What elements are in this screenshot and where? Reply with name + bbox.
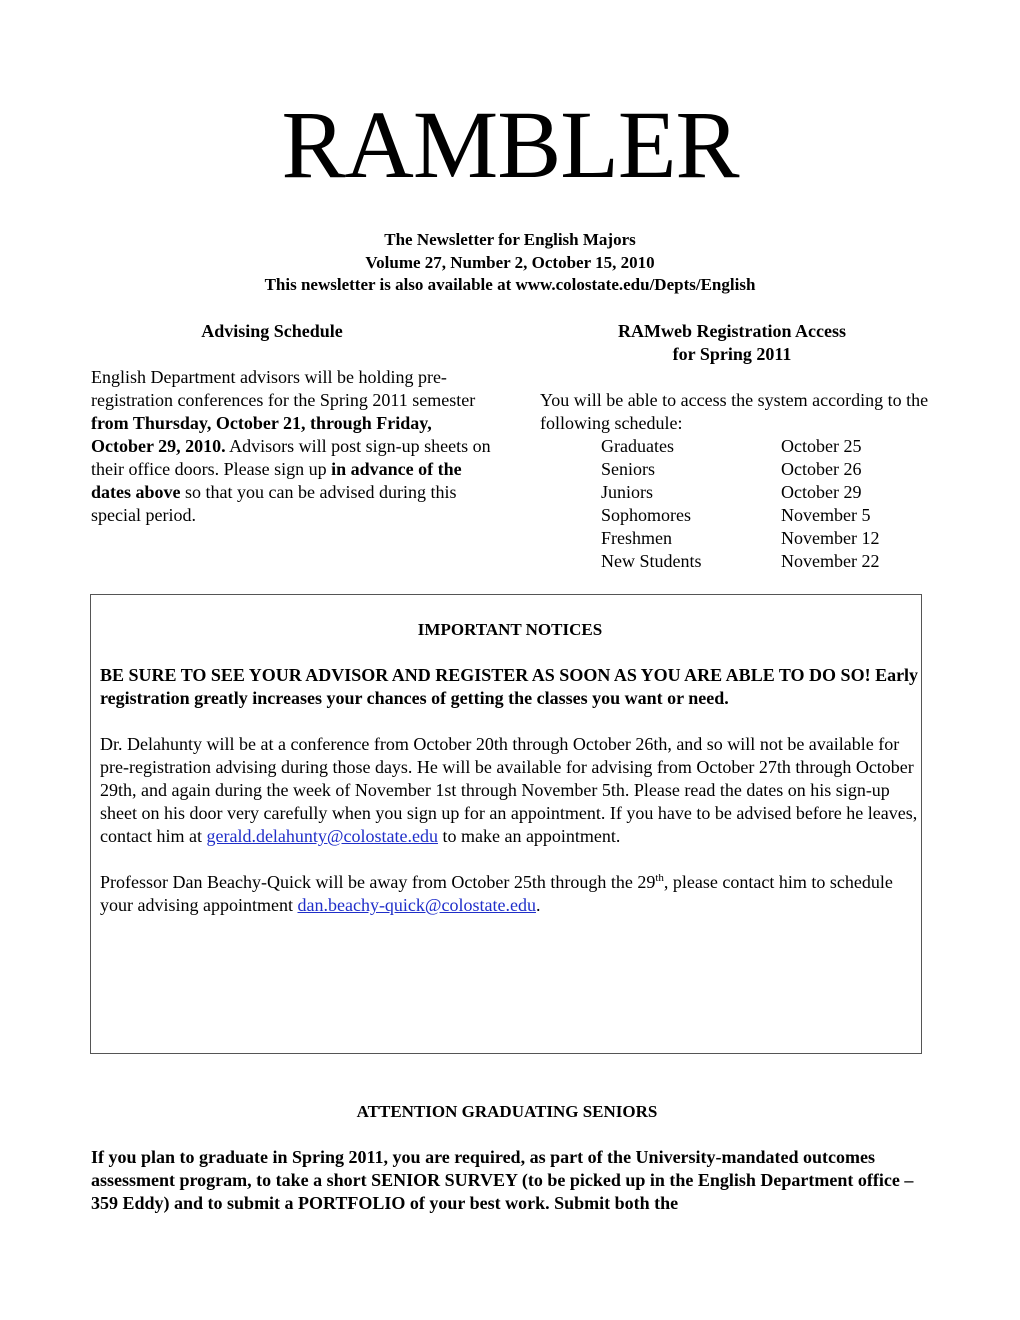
graduating-seniors-section bbox=[91, 1100, 941, 1215]
delahunty-paragraph: Dr. Delahunty will be at a conference from October 20th through October 26th, and so will not be available for pre-registration advising during those days. He will be available for advising from October 27th through October 29th, and again during the week of November 1st through November 5th. Please read the dates on his sign-up sheet on his door very carefully when you sign up for an appointment. If you have to be advised before he leaves, contact him at gerald.delahunty@colostate.edu to make an appointment. bbox=[100, 734, 918, 846]
subhead-line-2: Volume 27, Number 2, October 15, 2010 bbox=[365, 252, 655, 272]
schedule-row: Juniors October 29 bbox=[601, 482, 862, 502]
schedule-row: Sophomores November 5 bbox=[601, 505, 871, 525]
subhead-line-1: The Newsletter for English Majors bbox=[384, 230, 636, 249]
ramweb-schedule-list bbox=[540, 435, 940, 573]
schedule-row: Freshmen November 12 bbox=[601, 528, 880, 548]
delahunty-email-link[interactable]: gerald.delahunty@colostate.edu bbox=[206, 826, 438, 846]
schedule-row: New Students November 22 bbox=[601, 551, 880, 571]
schedule-row: Graduates October 25 bbox=[601, 436, 862, 456]
subhead bbox=[0, 229, 1020, 297]
notices-title: IMPORTANT NOTICES bbox=[417, 620, 603, 639]
seniors-paragraph: If you plan to graduate in Spring 2011, you are required, as part of the University-mandated outcomes assessment program, to take a short SENIOR SURVEY (to be picked up in the English Department office – 359 Eddy) and to submit a PORTFOLIO of your best work. Submit both the bbox=[91, 1147, 914, 1213]
important-notices-box bbox=[90, 594, 922, 1054]
ramweb-heading-line-1: RAMweb Registration Access bbox=[618, 321, 846, 341]
schedule-row: Seniors October 26 bbox=[601, 459, 862, 479]
advising-heading: Advising Schedule bbox=[201, 321, 343, 341]
ramweb-heading-line-2: for Spring 2011 bbox=[672, 344, 792, 364]
subhead-line-3: This newsletter is also available at www.colostate.edu/Depts/English bbox=[264, 275, 756, 294]
beachy-quick-email-link[interactable]: dan.beachy-quick@colostate.edu bbox=[297, 895, 536, 915]
ramweb-intro: You will be able to access the system according to the following schedule: bbox=[540, 390, 929, 433]
beachy-quick-paragraph: Professor Dan Beachy-Quick will be away from October 25th through the 29th, please contact him to schedule your advising appointment dan.beachy-quick@colostate.edu. bbox=[100, 872, 893, 915]
advising-schedule-section bbox=[91, 320, 491, 527]
ramweb-section bbox=[540, 320, 940, 573]
masthead-title: RAMBLER bbox=[281, 91, 739, 198]
advising-paragraph: English Department advisors will be holding pre-registration conferences for the Spring 2011 semester from Thursday, October 21, through Friday, October 29, 2010. Advisors will post sign-up sheets on their office doors. Please sign up in advance of the dates above so that you can be advised during this special period. bbox=[91, 367, 491, 525]
notices-warning: BE SURE TO SEE YOUR ADVISOR AND REGISTER AS SOON AS YOU ARE ABLE TO DO SO! Early registration greatly increases your chances of getting the classes you want or need. bbox=[100, 665, 919, 708]
seniors-title: ATTENTION GRADUATING SENIORS bbox=[356, 1102, 658, 1121]
